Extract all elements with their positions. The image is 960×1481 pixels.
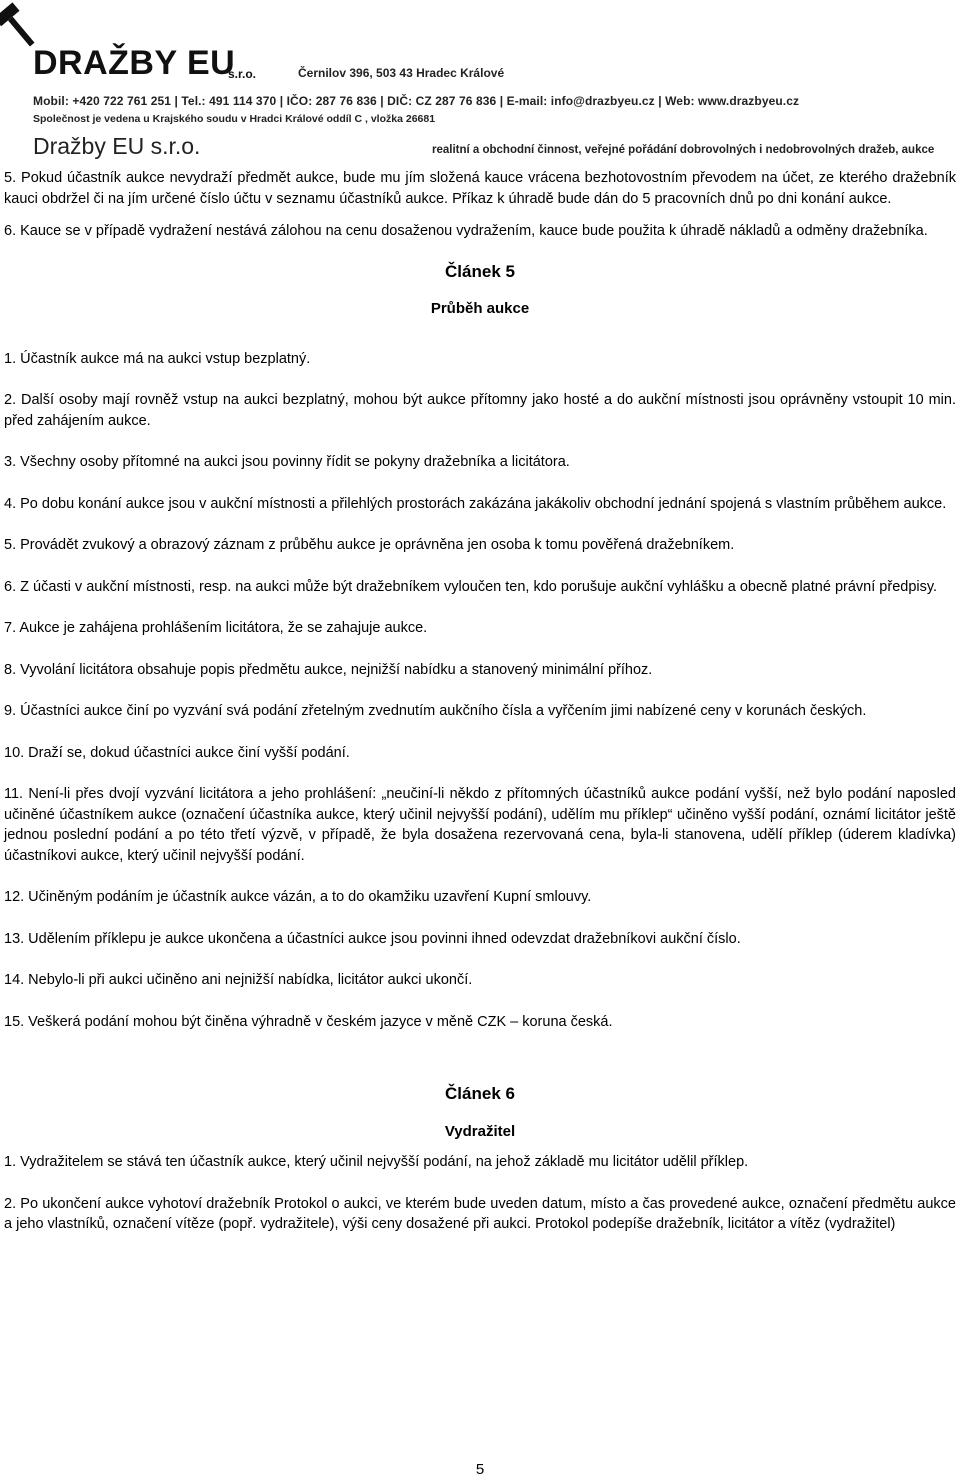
paragraph: 4. Po dobu konání aukce jsou v aukční místnosti a přilehlých prostorách zakázána jakákoliv obchodní jednání spojená s vlastním průběhem aukce. bbox=[4, 495, 947, 512]
page-number: 5 bbox=[475, 1461, 485, 1478]
paragraph: 6. Z účasti v aukční místnosti, resp. na aukci může být dražebníkem vyloučen ten, kdo porušuje aukční vyhlášku a obecně platné právní předpisy. bbox=[4, 578, 938, 595]
letterhead bbox=[0, 0, 960, 160]
paragraph: 3. Všechny osoby přítomné na aukci jsou povinny řídit se pokyny dražebníka a licitátora. bbox=[4, 454, 570, 470]
company-activities: realitní a obchodní činnost, veřejné pořádání dobrovolných i nedobrovolných dražeb, aukce bbox=[432, 144, 935, 156]
paragraph: 10. Draží se, dokud účastníci aukce činí vyšší podání. bbox=[4, 744, 350, 761]
paragraph: 13. Udělením příklepu je aukce ukončena a účastníci aukce jsou povinni ihned odevzdat dražebníkovi aukční číslo. bbox=[4, 930, 741, 947]
article-subtitle: Vydražitel bbox=[444, 1122, 516, 1140]
paragraph: 2. Po ukončení aukce vyhotoví dražebník Protokol o aukci, ve kterém bude uveden datum, místo a čas provedené aukce, označení předmětu aukce a jeho vlastníků, označení vítěze (popř. vydražitele), výši ceny dosažené při aukci. Protokol podepíše dražebník, licitátor a vítěz (vydražitel) bbox=[4, 1195, 956, 1232]
paragraph: 14. Nebylo-li při aukci učiněno ani nejnižší nabídka, licitátor aukci ukončí. bbox=[4, 972, 473, 988]
registration-line: Společnost je vedena u Krajského soudu v Hradci Králové oddíl C , vložka 26681 bbox=[33, 113, 436, 125]
company-address: Černilov 396, 503 43 Hradec Králové bbox=[298, 66, 505, 80]
paragraph: 1. Účastník aukce má na aukci vstup bezplatný. bbox=[4, 350, 311, 367]
paragraph: 15. Veškerá podání mohou být činěna výhradně v českém jazyce v měně CZK – koruna česká. bbox=[4, 1013, 613, 1030]
article-title: Článek 5 bbox=[445, 261, 515, 281]
brand-name: DRAŽBY EU bbox=[33, 44, 236, 82]
paragraph: 11. Není-li přes dvojí vyzvání licitátora a jeho prohlášení: „neučiní-li někdo z přítomných účastníků aukce podání vyšší, než bylo podání naposled učiněné účastníkem aukce (označení účastníka aukce, který učinil nejvyšší podání), udělím mu příklep“ učiněno vyšší podání, oznámí licitátor ještě jednou poslední podání a po této třetí výzvě, v případě, že byla dosažena rezervovaná cena, byla-li stanovena, udělí příklep (úderem kladívka) účastníkovi aukce, který učinil nejvyšší podání. bbox=[4, 786, 956, 864]
paragraph: 8. Vyvolání licitátora obsahuje popis předmětu aukce, nejnižší nabídku a stanovený minimální příhoz. bbox=[4, 661, 653, 678]
article-subtitle: Průběh aukce bbox=[430, 300, 530, 317]
paragraph: 12. Učiněným podáním je účastník aukce vázán, a to do okamžiku uzavření Kupní smlouvy. bbox=[4, 889, 592, 905]
paragraph: 1. Vydražitelem se stává ten účastník aukce, který učinil nejvyšší podání, na jehož základě mu licitátor udělil příklep. bbox=[4, 1154, 749, 1170]
paragraph: 2. Další osoby mají rovněž vstup na aukci bezplatný, mohou být aukce přítomny jako hosté a do aukční místnosti jsou oprávněny vstoupit 10 min. před zahájením aukce. bbox=[4, 392, 956, 429]
paragraph: 6. Kauce se v případě vydražení nestává zálohou na cenu dosaženou vydražením, kauce bude použita k úhradě nákladů a odměny dražebníka. bbox=[4, 223, 928, 239]
paragraph: 5. Pokud účastník aukce nevydraží předmět aukce, bude mu jím složená kauce vrácena bezhotovostním převodem na účet, ze kterého dražebník kauci obdržel či na jím určené číslo účtu v seznamu účastníků aukce. Příkaz k úhradě bude dán do 5 pracovních dnů po dni konání aukce. bbox=[4, 170, 956, 207]
article-title: Článek 6 bbox=[445, 1084, 515, 1103]
brand-suffix: s.r.o. bbox=[228, 67, 257, 81]
company-name: Dražby EU s.r.o. bbox=[33, 133, 201, 159]
contact-line: Mobil: +420 722 761 251 | Tel.: 491 114 370 | IČO: 287 76 836 | DIČ: CZ 287 76 836 | E-mail: info@drazbyeu.cz | Web: www.drazbyeu.cz bbox=[33, 94, 800, 108]
document-body bbox=[4, 168, 956, 1235]
paragraph: 5. Provádět zvukový a obrazový záznam z průběhu aukce je oprávněna jen osoba k tomu pověřená dražebníkem. bbox=[4, 537, 735, 553]
paragraph: 7. Aukce je zahájena prohlášením licitátora, že se zahajuje aukce. bbox=[4, 620, 428, 636]
paragraph: 9. Účastníci aukce činí po vyzvání svá podání zřetelným zvednutím aukčního čísla a vyřčením jimi nabízené ceny v korunách českých. bbox=[4, 703, 867, 719]
